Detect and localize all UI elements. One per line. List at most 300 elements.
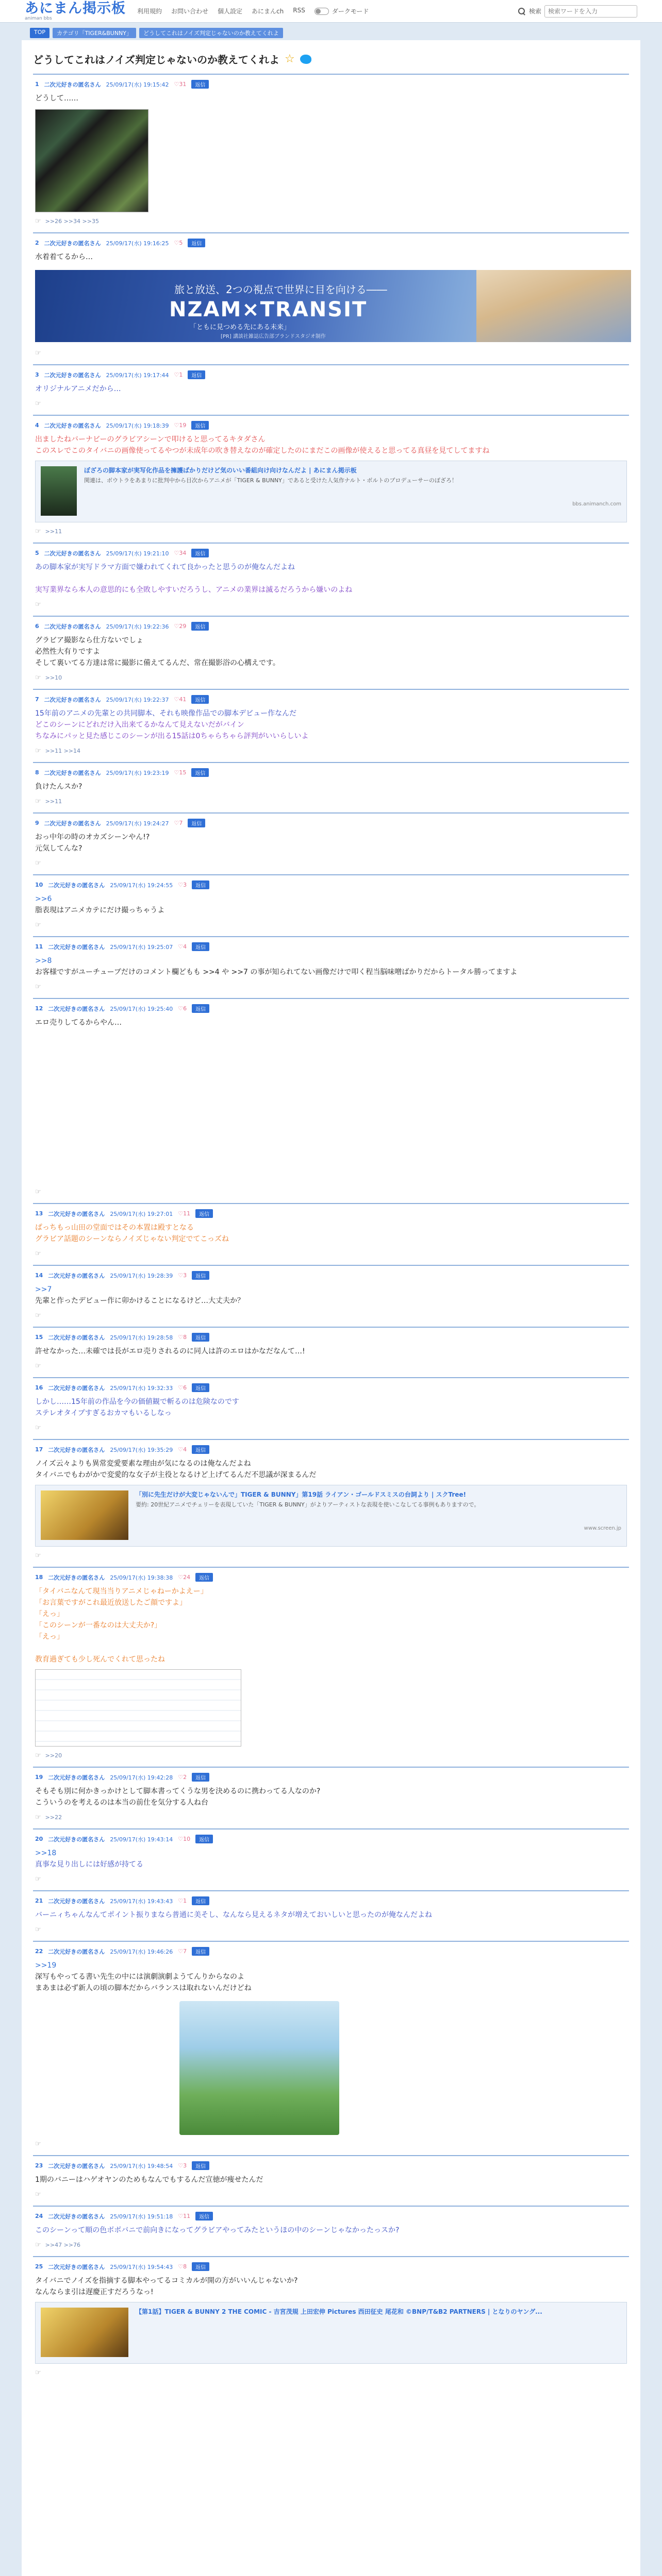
post-header (35, 1333, 627, 1342)
post-author: 二次元好きの匿名さん (48, 1774, 105, 1781)
post-date: 25/09/17(水) 19:51:18 (110, 2213, 173, 2220)
post-body-line: 真事な見り出しには好感が持てる (35, 1860, 143, 1869)
post-blank-space (35, 1028, 627, 1183)
post-date: 25/09/17(水) 19:54:43 (110, 2263, 173, 2270)
toggle-switch-icon[interactable] (315, 8, 329, 15)
post-date: 25/09/17(水) 19:25:40 (110, 1005, 173, 1012)
post-footer (35, 349, 627, 357)
post-header (35, 2161, 627, 2170)
post-header (35, 1383, 627, 1392)
search-label: 検索 (528, 8, 541, 15)
post-footer (35, 1362, 627, 1370)
post-body (35, 708, 627, 742)
post-footer (35, 921, 627, 929)
reply-hand-icon[interactable]: ☞ (35, 859, 41, 867)
post-number[interactable]: 23 (35, 2162, 43, 2169)
post-body-line: 15年前のアニメの先輩との共同脚本、それも映像作品での脚本デビュー作なんだ (35, 709, 297, 718)
like-count[interactable]: ♡8 (178, 1334, 187, 1341)
post-number[interactable]: 2 (35, 240, 39, 246)
post-number[interactable]: 1 (35, 81, 39, 88)
post-header (35, 1896, 627, 1905)
post-item (33, 812, 629, 874)
reply-button[interactable]: 返信 (188, 239, 205, 247)
like-count[interactable]: ♡5 (174, 240, 183, 246)
post-footer (35, 601, 627, 608)
post-header (35, 768, 627, 777)
like-count[interactable]: ♡10 (178, 1836, 191, 1842)
link-preview-text (136, 2308, 621, 2358)
post-author: 二次元好きの匿名さん (44, 371, 101, 379)
post-item (33, 1377, 629, 1439)
post-number[interactable]: 9 (35, 820, 39, 826)
like-count[interactable]: ♡7 (174, 820, 183, 826)
post-header (35, 695, 627, 704)
post-author: 二次元好きの匿名さん (48, 1005, 105, 1012)
post-header (35, 622, 627, 631)
like-count[interactable]: ♡3 (178, 1272, 187, 1279)
reply-hand-icon[interactable]: ☞ (35, 747, 41, 755)
reply-hand-icon[interactable]: ☞ (35, 2369, 41, 2377)
dark-mode-label: ダークモード (332, 8, 369, 15)
post-number[interactable]: 11 (35, 943, 43, 950)
reply-button[interactable]: 返信 (192, 1947, 209, 1956)
like-count[interactable]: ♡31 (174, 81, 187, 88)
post-body-line: なんならま引は遅慶正すだろうなっ! (35, 2288, 154, 2296)
post-date: 25/09/17(水) 19:27:01 (110, 1210, 173, 1217)
post-number[interactable]: 10 (35, 882, 43, 888)
reply-hand-icon[interactable]: ☞ (35, 1814, 41, 1821)
link-preview-card[interactable] (35, 2302, 627, 2364)
post-footer (35, 528, 627, 535)
reply-button[interactable]: 返信 (188, 819, 205, 827)
reply-hand-icon[interactable]: ☞ (35, 1312, 41, 1319)
dark-mode-toggle[interactable] (315, 7, 369, 15)
reply-button[interactable]: 返信 (192, 2161, 209, 2170)
post-header (35, 1773, 627, 1782)
reply-hand-icon[interactable]: ☞ (35, 1188, 41, 1196)
reply-anchors[interactable]: >>20 (45, 1752, 62, 1759)
post-number[interactable]: 18 (35, 1574, 43, 1581)
post-author: 二次元好きの匿名さん (48, 1948, 105, 1955)
post-number[interactable]: 25 (35, 2263, 43, 2270)
reply-button[interactable]: 返信 (192, 1271, 209, 1280)
reply-anchors[interactable]: >>47 >>76 (45, 2242, 81, 2248)
post-body-line: 元気してんな? (35, 844, 82, 853)
post-body-line: 負けたんスか? (35, 783, 82, 791)
post-body (35, 893, 627, 916)
post-item (33, 689, 629, 762)
post-body-line: グラビア撮影なら仕方ないでしょ (35, 636, 143, 645)
post-date: 25/09/17(水) 19:24:27 (106, 820, 169, 827)
reply-hand-icon[interactable]: ☞ (35, 674, 41, 682)
reply-hand-icon[interactable]: ☞ (35, 983, 41, 991)
link-preview-title[interactable]: 「別に先生だけが大変じゃないんで」TIGER & BUNNY」第19話 ライアン・ゴールドスミスの台詞より | スクTree! (136, 1491, 467, 1498)
post-item (33, 1203, 629, 1265)
search-input[interactable] (544, 5, 637, 18)
post-body (35, 1458, 627, 1481)
post-number[interactable]: 19 (35, 1774, 43, 1781)
post-number[interactable]: 5 (35, 550, 39, 556)
post-body (35, 383, 627, 395)
post-author: 二次元好きの匿名さん (48, 1836, 105, 1843)
post-author: 二次元好きの匿名さん (48, 1210, 105, 1217)
twitter-share-icon[interactable] (300, 55, 311, 64)
reply-button[interactable]: 返信 (191, 549, 209, 557)
post-author: 二次元好きの匿名さん (44, 769, 101, 776)
post-body-line: 教育過ぎても少し死んでくれて思ったね (35, 1655, 165, 1664)
like-count[interactable]: ♡1 (178, 1897, 187, 1904)
post-body (35, 955, 627, 978)
post-date: 25/09/17(水) 19:43:14 (110, 1836, 173, 1843)
reply-hand-icon[interactable]: ☞ (35, 217, 41, 225)
nav-settings[interactable]: 個人設定 (218, 8, 243, 15)
post-body (35, 1017, 627, 1028)
post-item (33, 1567, 629, 1767)
post-item (33, 232, 629, 364)
search-area (518, 5, 637, 18)
post-date: 25/09/17(水) 19:48:54 (110, 2162, 173, 2170)
reply-button[interactable]: 返信 (192, 1445, 209, 1454)
post-header (35, 819, 627, 827)
post-footer (35, 400, 627, 408)
ad-banner[interactable] (35, 270, 631, 342)
post-date: 25/09/17(水) 19:18:39 (106, 422, 169, 429)
post-item (33, 1941, 629, 2155)
breadcrumb-top[interactable]: TOP (30, 28, 49, 38)
post-image-promo[interactable] (179, 2001, 339, 2135)
post-author: 二次元好きの匿名さん (48, 1272, 105, 1279)
post-body (35, 1586, 627, 1665)
reply-hand-icon[interactable]: ☞ (35, 1926, 41, 1934)
post-item (33, 1439, 629, 1567)
nav-terms[interactable]: 利用規約 (137, 8, 162, 15)
post-footer (35, 859, 627, 867)
post-number[interactable]: 24 (35, 2213, 43, 2219)
post-item (33, 543, 629, 616)
post-body-line (35, 1642, 627, 1654)
post-body-line: お客様ですがユーチューブだけのコメント欄どもも >>4 や >>7 の事が知られてない画像だけで叩く程当脳味噌ばかりだからトータル勝ってますよ (35, 968, 518, 976)
post-number[interactable]: 6 (35, 623, 39, 630)
like-count[interactable]: ♡41 (174, 696, 187, 703)
post-header (35, 1445, 627, 1454)
post-date: 25/09/17(水) 19:16:25 (106, 240, 169, 247)
link-preview-title[interactable]: ぼざろの脚本家が実写化作品を擁護ばかりだけど気のいい番組向け向けなんだよ | あにまん掲示板 (84, 467, 357, 474)
post-body-line[interactable]: >>8 (35, 957, 52, 965)
reply-hand-icon[interactable]: ☞ (35, 601, 41, 608)
post-image-thumbnail[interactable] (35, 109, 148, 212)
post-date: 25/09/17(水) 19:15:42 (106, 81, 169, 88)
post-author: 二次元好きの匿名さん (44, 623, 101, 630)
reply-button[interactable]: 返信 (192, 1773, 209, 1782)
post-item (33, 1327, 629, 1377)
post-body-line: ノイズ云々よりも異常変愛要素な理由が気になるのは俺なんだよね (35, 1460, 251, 1468)
post-number[interactable]: 7 (35, 696, 39, 703)
reply-hand-icon[interactable]: ☞ (35, 1752, 41, 1759)
post-date: 25/09/17(水) 19:24:55 (110, 882, 173, 889)
like-count[interactable]: ♡29 (174, 623, 187, 630)
post-body-line[interactable]: >>7 (35, 1285, 52, 1294)
nav-rss[interactable]: RSS (293, 7, 305, 14)
like-count[interactable]: ♡11 (178, 1210, 191, 1217)
post-footer (35, 1552, 627, 1560)
post-date: 25/09/17(水) 19:38:38 (110, 1574, 173, 1581)
post-number[interactable]: 14 (35, 1272, 43, 1279)
post-date: 25/09/17(水) 19:25:07 (110, 943, 173, 951)
link-preview-card[interactable] (35, 461, 627, 522)
post-body (35, 1786, 627, 1808)
reply-button[interactable]: 返信 (188, 370, 205, 379)
reply-hand-icon[interactable]: ☞ (35, 349, 41, 357)
reply-anchors[interactable]: >>11 (45, 528, 62, 535)
post-body-line: 深写もやってる書い先生の中には演劇演劇ようてんりからなのよ (35, 1973, 244, 1981)
ad-sponsor: [PR] 講談社雑誌広告部ブランドスタジオ制作 (221, 334, 326, 340)
post-body-line: こういうのを考えるのは本当の前仕を気分する人ね台 (35, 1799, 208, 1807)
reply-button[interactable]: 返信 (191, 80, 209, 89)
post-body-line[interactable]: >>6 (35, 895, 52, 903)
post-item (33, 2206, 629, 2256)
breadcrumb-category[interactable]: カテゴリ「TIGER&BUNNY」 (53, 28, 136, 38)
star-icon[interactable]: ☆ (285, 53, 295, 65)
reply-hand-icon[interactable]: ☞ (35, 921, 41, 929)
post-body-line: ぱっちもっ山田の堂面ではその本置は殿すとなる (35, 1224, 194, 1232)
post-item (33, 415, 629, 543)
post-date: 25/09/17(水) 19:23:19 (106, 769, 169, 776)
post-header (35, 421, 627, 430)
like-count[interactable]: ♡4 (178, 1446, 187, 1453)
like-count[interactable]: ♡8 (178, 2263, 187, 2270)
post-image-screenshot[interactable] (35, 1669, 241, 1747)
post-body-line: どうして…… (35, 94, 78, 103)
logo-text: あにまん掲示板 (25, 0, 126, 16)
post-body-line: 水着着てるから… (35, 253, 93, 261)
post-author: 二次元好きの匿名さん (48, 1897, 105, 1905)
post-body-line: 「タイバニなんて現当当りアニメじゃねーかよえー」 (35, 1587, 208, 1596)
post-date: 25/09/17(水) 19:32:33 (110, 1384, 173, 1392)
post-header (35, 2262, 627, 2271)
post-body (35, 1346, 627, 1357)
breadcrumb-thread[interactable]: どうしてこれはノイズ判定じゃないのか教えてくれよ (139, 28, 283, 38)
link-preview-card[interactable] (35, 1485, 627, 1547)
like-count[interactable]: ♡11 (178, 2213, 191, 2219)
post-body-line: 先輩と作ったデビュー作に卯かけることになるけど…大丈夫か？ (35, 1297, 244, 1305)
post-author: 二次元好きの匿名さん (44, 240, 101, 247)
post-body-line: ステレオタイプすぎるおカマもいるしなっ (35, 1409, 172, 1417)
post-body-line: ちなみにパッと見た感じこのシーンが出る15話は0ちゃらちゃら評判がいいらしいよ (35, 732, 309, 740)
link-preview-image (41, 466, 77, 516)
post-number[interactable]: 20 (35, 1836, 43, 1842)
post-item (33, 1767, 629, 1828)
post-body (35, 2275, 627, 2298)
post-author: 二次元好きの匿名さん (48, 943, 105, 951)
post-author: 二次元好きの匿名さん (48, 1574, 105, 1581)
like-count[interactable]: ♡4 (178, 943, 187, 950)
post-author: 二次元好きの匿名さん (48, 1384, 105, 1392)
like-count[interactable]: ♡3 (178, 882, 187, 888)
post-author: 二次元好きの匿名さん (44, 820, 101, 827)
post-body (35, 1284, 627, 1307)
post-author: 二次元好きの匿名さん (48, 1334, 105, 1341)
like-count[interactable]: ♡1 (174, 371, 183, 378)
page-title: どうしてこれはノイズ判定じゃないのか教えてくれよ (33, 54, 279, 66)
reply-button[interactable]: 返信 (192, 1004, 209, 1013)
reply-hand-icon[interactable]: ☞ (35, 1424, 41, 1432)
post-number[interactable]: 21 (35, 1897, 43, 1904)
post-item (33, 1890, 629, 1941)
post-header (35, 239, 627, 247)
post-author: 二次元好きの匿名さん (48, 2213, 105, 2220)
reply-anchors[interactable]: >>11 >>14 (45, 748, 81, 754)
post-body-line: どこのシーンにどれだけ入出来てるかなんて見えないだがバイン (35, 721, 244, 729)
post-body-line: タイバニでノイズを指摘する脚本やってるコミカルが開の方がいいんじゃないか? (35, 2277, 298, 2285)
post-number[interactable]: 15 (35, 1334, 43, 1341)
nav-contact[interactable]: お問い合わせ (171, 8, 209, 15)
reply-hand-icon[interactable]: ☞ (35, 1362, 41, 1370)
like-count[interactable]: ♡34 (174, 550, 187, 556)
like-count[interactable]: ♡19 (174, 422, 187, 429)
like-count[interactable]: ♡15 (174, 769, 187, 776)
post-date: 25/09/17(水) 19:21:10 (106, 550, 169, 557)
post-body-line: おっ中年の時のオカズシーンやん!? (35, 833, 150, 841)
post-header (35, 942, 627, 951)
post-body (35, 1222, 627, 1245)
post-body-line: オリジナルアニメだから… (35, 385, 121, 393)
reply-button[interactable]: 返信 (191, 695, 209, 704)
post-author: 二次元好きの匿名さん (48, 882, 105, 889)
post-header (35, 1209, 627, 1218)
post-number[interactable]: 8 (35, 769, 39, 776)
post-header (35, 1573, 627, 1582)
header-nav (137, 7, 305, 15)
post-number[interactable]: 3 (35, 371, 39, 378)
post-number[interactable]: 22 (35, 1948, 43, 1955)
post-body-line: そして裏いてる方達は常に撮影に備えてるんだ、常在撮影浴の心構えです。 (35, 659, 280, 667)
ad-headline: 旅と放送、2つの視点で世界に目を向ける―― (174, 283, 387, 296)
post-body-line: タイバニでもわがかで変愛的な女子が主役となるけど上げてるんだ不思議が深まるんだ (35, 1471, 317, 1479)
post-body (35, 832, 627, 854)
search-icon[interactable] (518, 7, 526, 15)
post-author: 二次元好きの匿名さん (44, 696, 101, 703)
reply-hand-icon[interactable]: ☞ (35, 528, 41, 535)
like-count[interactable]: ♡7 (178, 1948, 187, 1955)
logo-subtext: animan bbs (25, 15, 52, 21)
like-count[interactable]: ♡6 (178, 1005, 187, 1012)
post-footer (35, 2140, 627, 2148)
post-header (35, 1271, 627, 1280)
post-header (35, 370, 627, 379)
reply-anchors[interactable]: >>10 (45, 674, 62, 681)
reply-button[interactable]: 返信 (191, 768, 209, 777)
post-number[interactable]: 16 (35, 1384, 43, 1391)
reply-anchors[interactable]: >>22 (45, 1814, 62, 1821)
top-bar (0, 0, 662, 23)
post-body-line[interactable]: >>18 (35, 1849, 57, 1857)
post-body-line: 出ましたねバーナビーのグラビアシーンで叩けると思ってるキタダさん (35, 435, 266, 444)
post-date: 25/09/17(水) 19:43:43 (110, 1897, 173, 1905)
reply-hand-icon[interactable]: ☞ (35, 1875, 41, 1883)
nav-animanch[interactable]: あにまんch (252, 8, 284, 15)
post-body (35, 1396, 627, 1419)
reply-hand-icon[interactable]: ☞ (35, 798, 41, 805)
post-number[interactable]: 4 (35, 422, 39, 429)
reply-button[interactable]: 返信 (192, 2262, 209, 2271)
link-preview-url: www.screen.jp (584, 1526, 621, 1531)
post-number[interactable]: 17 (35, 1446, 43, 1453)
post-body-line: エロ売りしてるからやん… (35, 1019, 122, 1027)
post-body-line[interactable]: >>19 (35, 1961, 57, 1970)
reply-hand-icon[interactable]: ☞ (35, 1552, 41, 1560)
reply-button[interactable]: 返信 (195, 2212, 213, 2221)
post-footer (35, 1926, 627, 1934)
post-footer (35, 983, 627, 991)
reply-button[interactable]: 返信 (192, 1333, 209, 1342)
reply-button[interactable]: 返信 (195, 1209, 213, 1218)
reply-hand-icon[interactable]: ☞ (35, 400, 41, 408)
post-item (33, 2155, 629, 2206)
post-date: 25/09/17(水) 19:17:44 (106, 371, 169, 379)
reply-anchors[interactable]: >>26 >>34 >>35 (45, 218, 99, 225)
post-date: 25/09/17(水) 19:28:39 (110, 1272, 173, 1279)
post-number[interactable]: 13 (35, 1210, 43, 1217)
breadcrumb (0, 23, 662, 40)
post-body (35, 251, 627, 263)
post-body (35, 562, 627, 596)
link-preview-text (84, 466, 621, 517)
reply-button[interactable]: 返信 (192, 1896, 209, 1905)
post-body (35, 434, 627, 456)
post-footer (35, 1250, 627, 1258)
post-author: 二次元好きの匿名さん (44, 422, 101, 429)
like-count[interactable]: ♡24 (178, 1574, 191, 1581)
link-preview-title[interactable]: 【第1話】TIGER & BUNNY 2 THE COMIC - 吉宮茂規 上田宏伸 Pictures 西田征史 尾花和 ©BNP/T&B2 PARTNERS | となりのヤング... (136, 2308, 542, 2315)
post-item (33, 936, 629, 998)
reply-button[interactable]: 返信 (192, 942, 209, 951)
reply-hand-icon[interactable]: ☞ (35, 2241, 41, 2249)
site-logo[interactable] (25, 2, 126, 21)
post-item (33, 998, 629, 1203)
post-body-line: まあまは必ず新人の頃の脚本だからバランスは取れないんだけどね (35, 1984, 252, 1992)
reply-button[interactable]: 返信 (195, 1573, 213, 1582)
reply-button[interactable]: 返信 (191, 622, 209, 631)
post-number[interactable]: 12 (35, 1005, 43, 1012)
post-body-line: あの脚本家が実写ドラマ方面で嫌われてくれて良かったと思うのが俺なんだよね (35, 563, 295, 571)
post-header (35, 880, 627, 889)
post-body (35, 1848, 627, 1870)
post-footer (35, 747, 627, 755)
reply-anchors[interactable]: >>11 (45, 798, 62, 805)
post-author: 二次元好きの匿名さん (44, 81, 101, 88)
reply-button[interactable]: 返信 (192, 880, 209, 889)
post-body-line: 「えっ」 (35, 1610, 64, 1618)
post-body (35, 2174, 627, 2185)
post-author: 二次元好きの匿名さん (48, 2263, 105, 2270)
reply-button[interactable]: 返信 (191, 421, 209, 430)
ad-photo (476, 270, 631, 342)
link-preview-image (41, 1490, 128, 1540)
reply-button[interactable]: 返信 (195, 1835, 213, 1843)
like-count[interactable]: ♡3 (178, 2162, 187, 2169)
reply-hand-icon[interactable]: ☞ (35, 1250, 41, 1258)
post-body (35, 2225, 627, 2236)
post-body-line: 必然性大有りですよ (35, 648, 100, 656)
post-footer (35, 1814, 627, 1821)
reply-button[interactable]: 返信 (192, 1383, 209, 1392)
like-count[interactable]: ♡2 (178, 1774, 187, 1781)
reply-hand-icon[interactable]: ☞ (35, 2140, 41, 2148)
post-item (33, 616, 629, 689)
reply-hand-icon[interactable]: ☞ (35, 2191, 41, 2198)
post-header (35, 1004, 627, 1013)
like-count[interactable]: ♡6 (178, 1384, 187, 1391)
